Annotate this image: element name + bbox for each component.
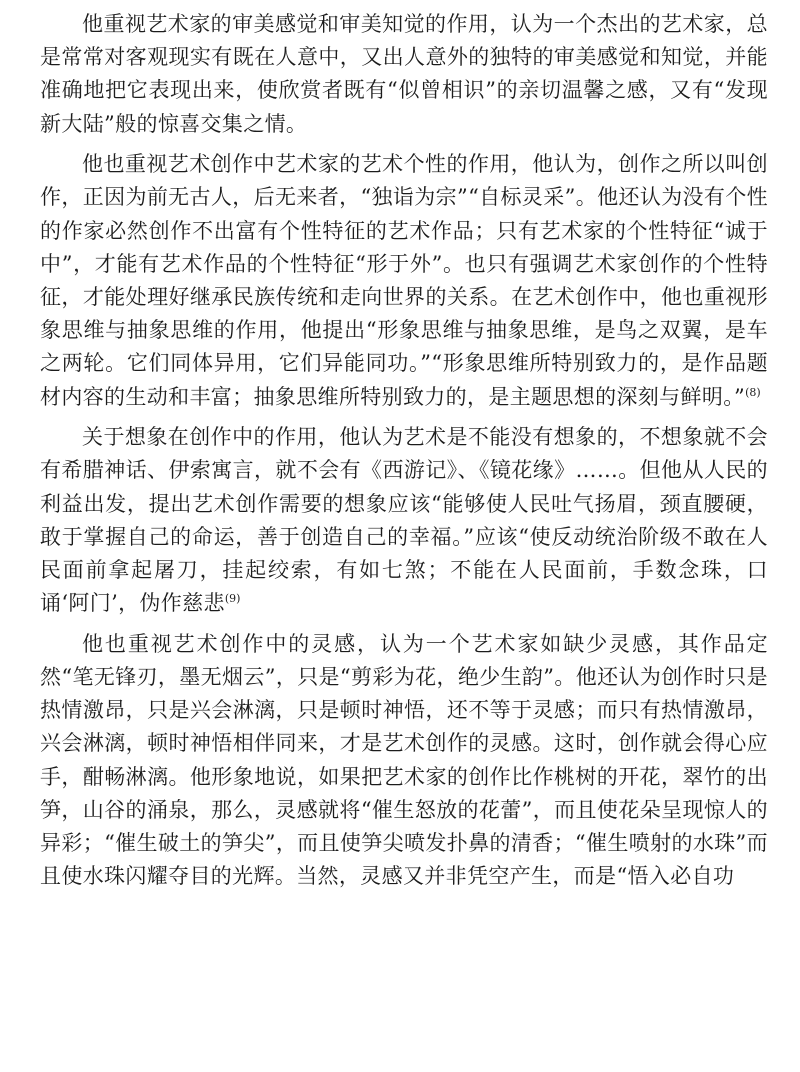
- paragraph-text: 关于想象在创作中的作用，他认为艺术是不能没有想象的，不想象就不会有希腊神话、伊索寓言，就不会有《西游记》、《镜花缘》……。但他从人民的利益出发，提出艺术创作需要的想象应该“能够使人民吐气扬眉，颈直腰硬，敢于掌握自己的命运，善于创造自己的幸福。”应该“使反动统治阶级不敢在人民面前拿起屠刀，挂起绞索，有如七煞；不能在人民面前，手数念珠，口诵‘阿门’，伪作慈悲: [40, 425, 768, 616]
- paragraph-imagination: [40, 421, 768, 620]
- paragraph-text: 他重视艺术家的审美感觉和审美知觉的作用，认为一个杰出的艺术家，总是常常对客观现实有既在人意中，又出人意外的独特的审美感觉和知觉，并能准确地把它表现出来，使欣赏者既有“似曾相识”的亲切温馨之感，又有“发现新大陆”般的惊喜交集之情。: [40, 12, 768, 136]
- paragraph-artistic-personality: [40, 148, 768, 414]
- footnote-marker: (8): [745, 385, 761, 399]
- document-page: [40, 8, 768, 901]
- paragraph-inspiration: [40, 628, 768, 894]
- paragraph-text: 他也重视艺术创作中的灵感，认为一个艺术家如缺少灵感，其作品定然“笔无锋刃，墨无烟云”，只是“剪彩为花，绝少生韵”。他还认为创作时只是热情激昂，只是兴会淋漓，只是顿时神悟，还不等于灵感；而只有热情激昂，兴会淋漓，顿时神悟相伴同来，才是艺术创作的灵感。这时，创作就会得心应手，酣畅淋漓。他形象地说，如果把艺术家的创作比作桃树的开花，翠竹的出笋，山谷的涌泉，那么，灵感就将“催生怒放的花蕾”，而且使花朵呈现惊人的异彩；“催生破土的笋尖”，而且使笋尖喷发扑鼻的清香；“催生喷射的水珠”而且使水珠闪耀夺目的光辉。当然，灵感又并非凭空产生，而是“悟入必自功: [40, 631, 768, 889]
- paragraph-aesthetic-perception: [40, 8, 768, 141]
- footnote-marker: (9): [224, 592, 241, 606]
- paragraph-text: 他也重视艺术创作中艺术家的艺术个性的作用，他认为，创作之所以叫创作，正因为前无古人，后无来者，“独诣为宗”“自标灵采”。他还认为没有个性的作家必然创作不出富有个性特征的艺术作品；只有艺术家的个性特征“诚于中”，才能有艺术作品的个性特征“形于外”。也只有强调艺术家创作的个性特征，才能处理好继承民族传统和走向世界的关系。在艺术创作中，他也重视形象思维与抽象思维的作用，他提出“形象思维与抽象思维，是鸟之双翼，是车之两轮。它们同体异用，它们异能同功。”“形象思维所特别致力的，是作品题材内容的生动和丰富；抽象思维所特别致力的，是主题思想的深刻与鲜明。”: [40, 152, 768, 409]
